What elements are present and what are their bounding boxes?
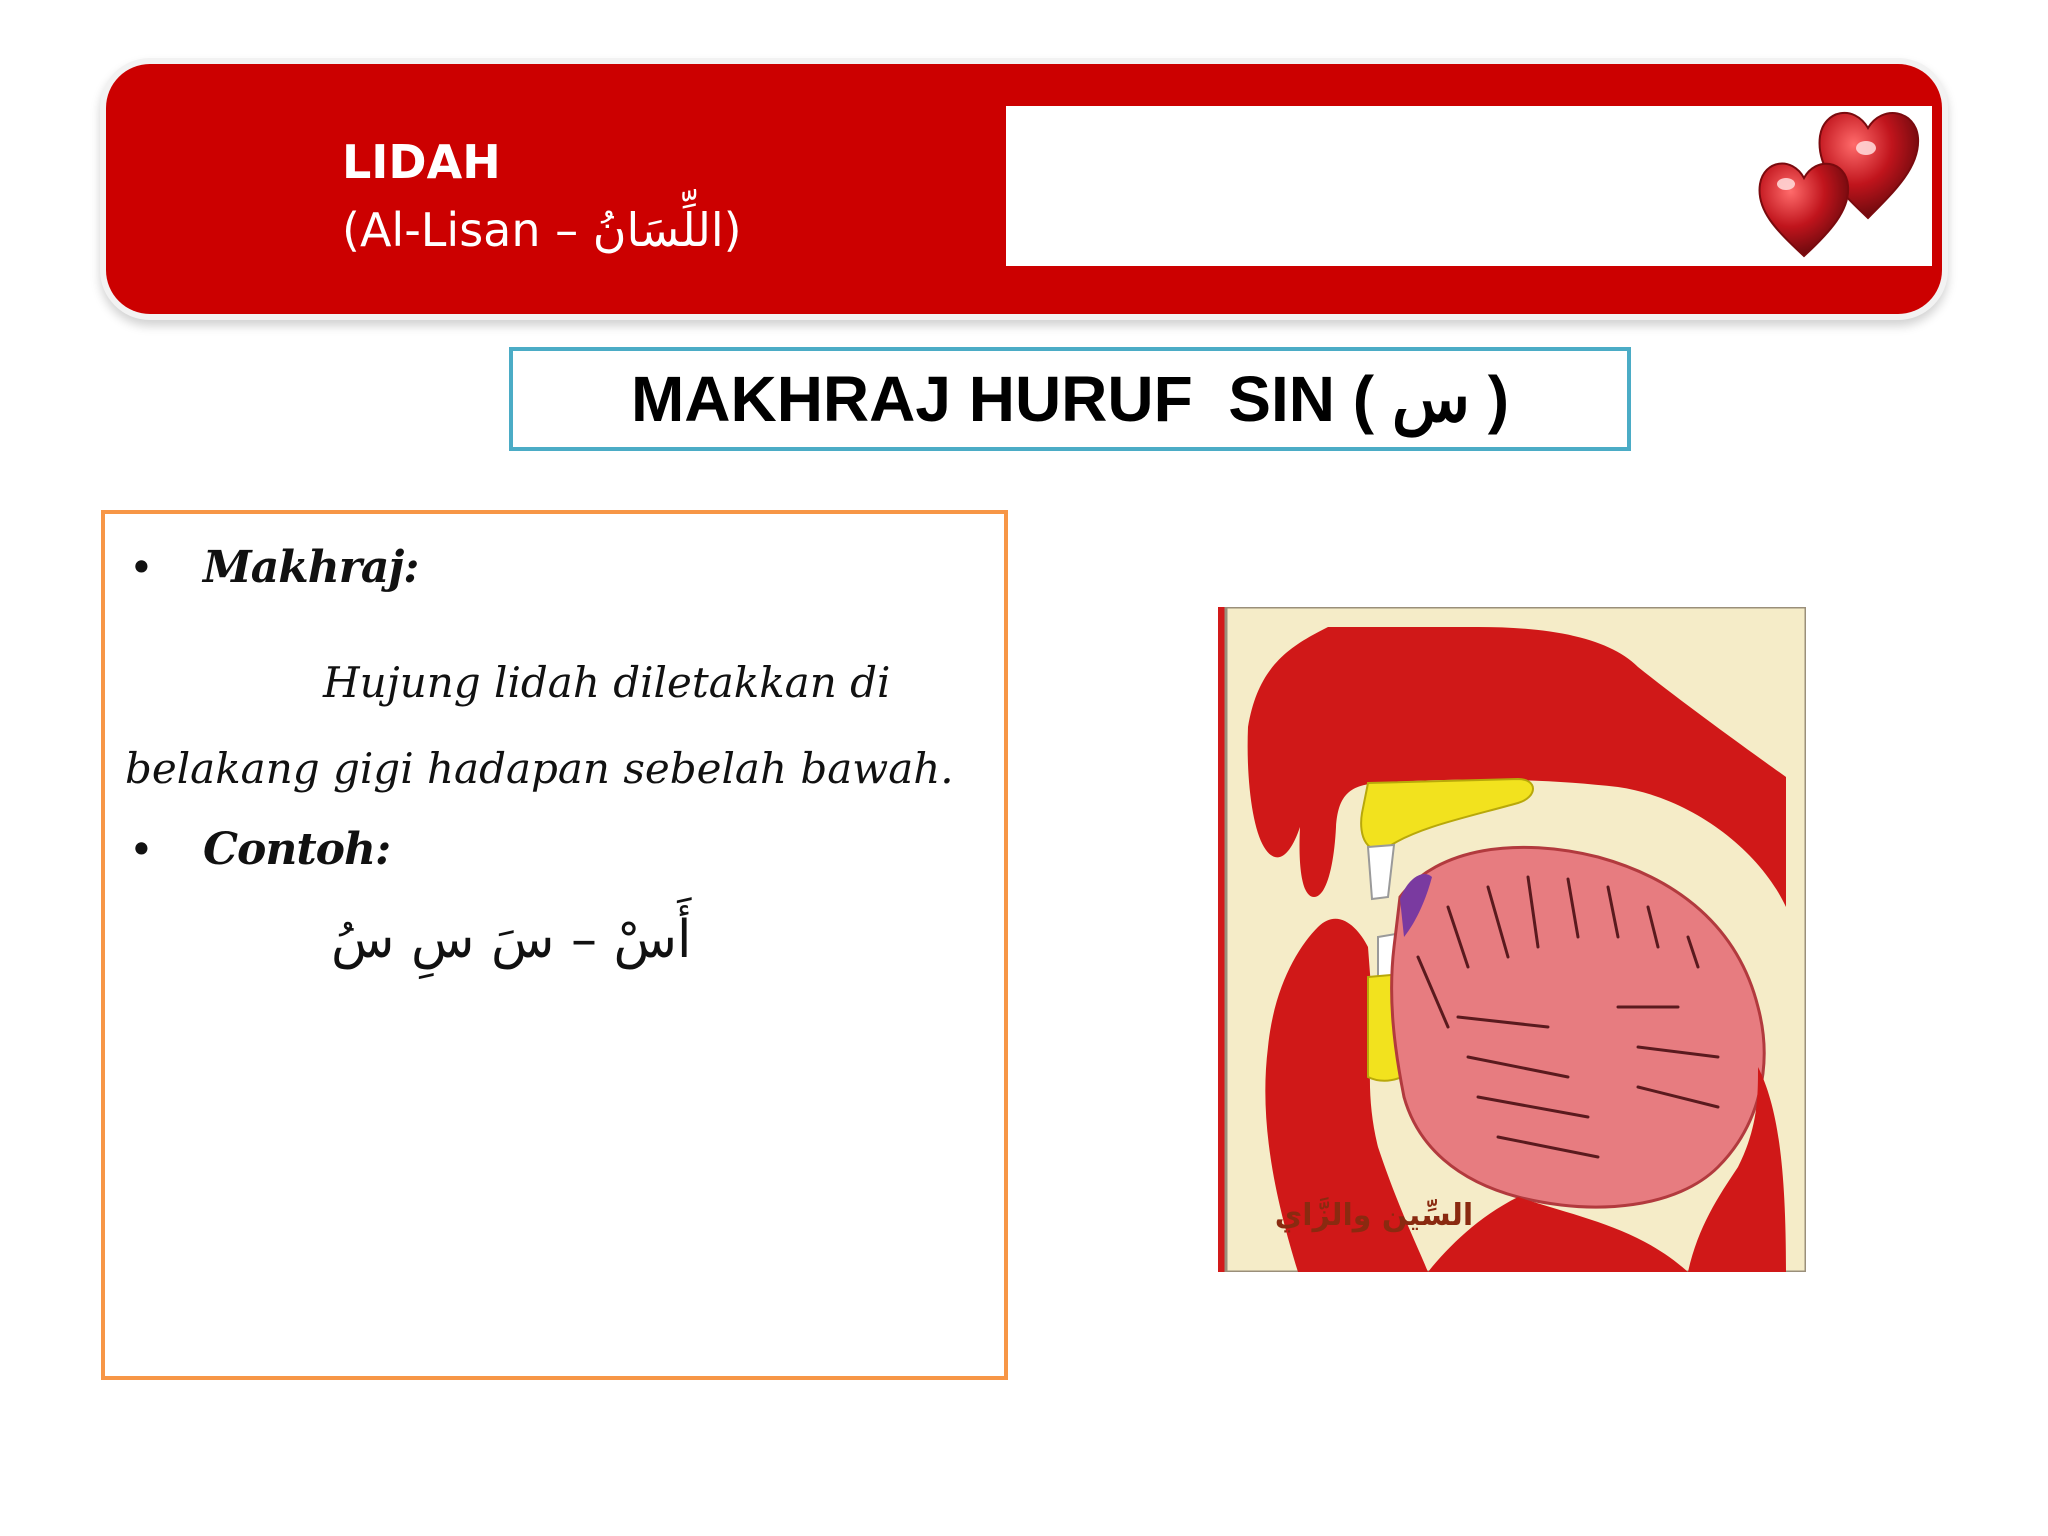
header-banner xyxy=(106,64,1942,314)
list-item-contoh xyxy=(129,824,390,875)
makhraj-description xyxy=(125,640,995,812)
content-box xyxy=(101,510,1008,1380)
makhraj-label: Makhraj: xyxy=(203,542,419,593)
contoh-example: أَسْ – سَ سِ سُ xyxy=(331,910,692,970)
header-subtitle: (Al-Lisan – اللِّسَانُ) xyxy=(342,203,742,257)
header-title: LIDAH xyxy=(342,135,501,189)
contoh-label: Contoh: xyxy=(203,824,391,875)
hearts-icon xyxy=(1742,106,1932,266)
bullet-icon: • xyxy=(129,543,154,592)
list-item-makhraj xyxy=(129,542,419,593)
makhraj-line-1: Hujung lidah diletakkan di xyxy=(323,658,891,707)
page-heading: MAKHRAJ HURUF SIN ( س ) xyxy=(509,347,1631,451)
banner-title xyxy=(342,128,742,264)
bullet-icon: • xyxy=(129,825,154,874)
mouth-diagram-image xyxy=(1218,607,1806,1272)
diagram-caption: السِّين والزَّاي xyxy=(1274,1198,1474,1233)
makhraj-line-2: belakang gigi hadapan sebelah bawah. xyxy=(125,744,954,793)
